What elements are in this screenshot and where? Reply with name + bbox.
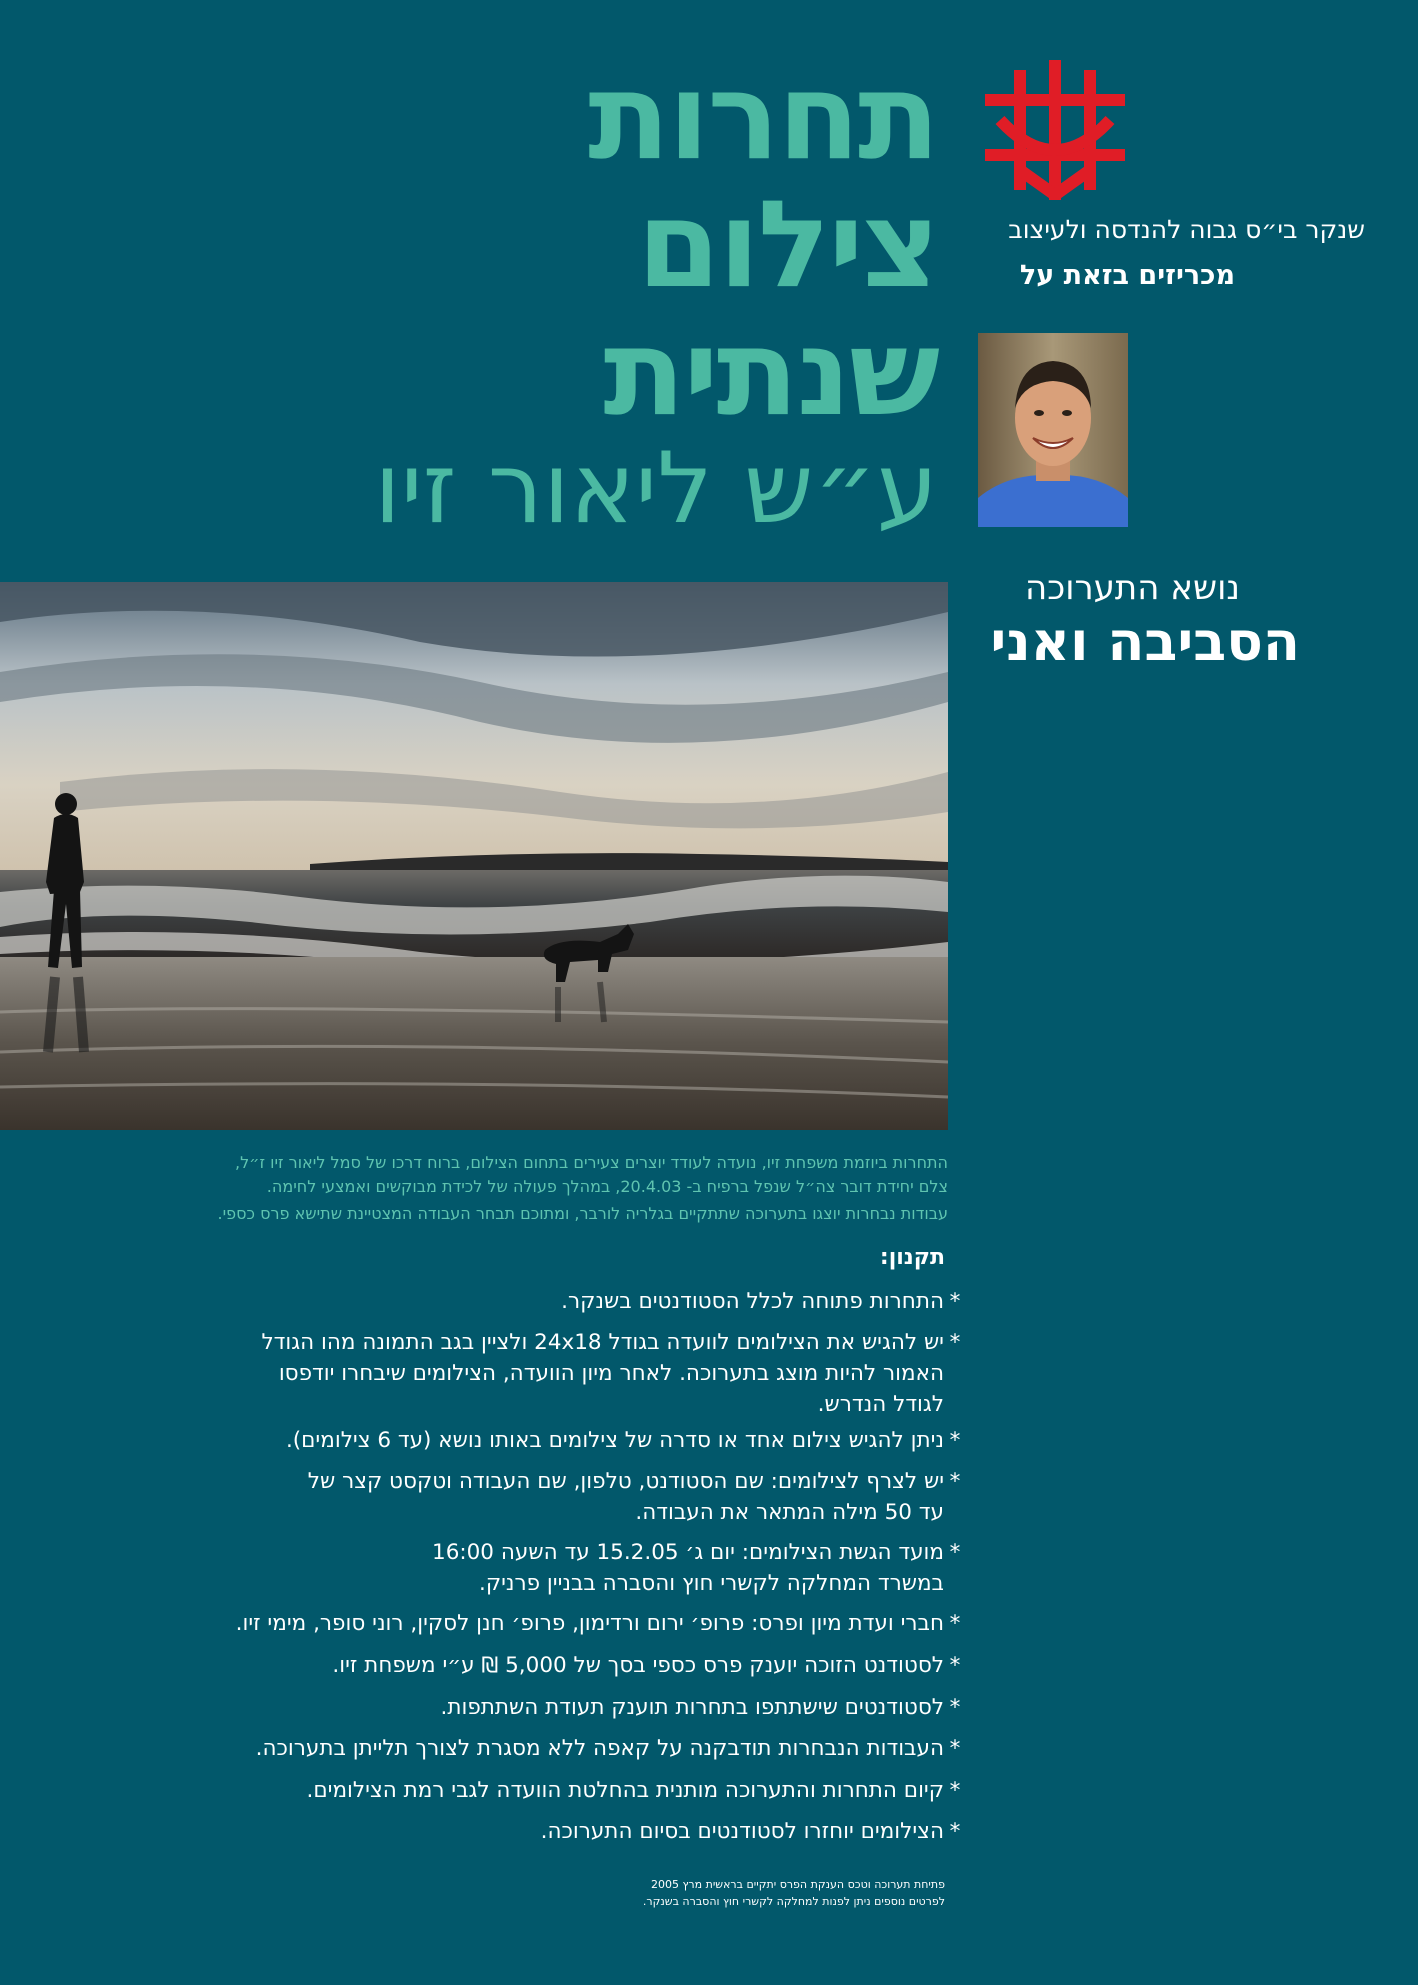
- rule-text: העבודות הנבחרות תודבקנה על קאפה ללא מסגרת לצורך תלייתן בתערוכה.: [255, 1736, 944, 1761]
- rule-item: [106, 1327, 966, 1420]
- rule-text: האמור להיות מוצג בתערוכה. לאחר מיון הוועדה, הצילומים שיבחרו יודפסו: [278, 1361, 944, 1386]
- shenkar-logo: [980, 60, 1130, 200]
- rule-text: מועד הגשת הצילומים: יום ג׳ 15.2.05 עד השעה 16:00: [432, 1540, 944, 1565]
- bullet-star: *: [949, 1819, 961, 1844]
- bullet-star: *: [949, 1289, 961, 1314]
- portrait-photo: [978, 333, 1128, 527]
- rule-text: לסטודנטים שישתתפו בתחרות תוענק תעודת השתתפות.: [440, 1695, 944, 1720]
- rule-text: עד 50 מילה המתאר את העבודה.: [635, 1500, 944, 1525]
- rule-item: [106, 1286, 966, 1317]
- school-name: שנקר בי״ס גבוה להנדסה ולעיצוב: [1008, 215, 1365, 244]
- rule-text: חברי ועדת מיון ופרס: פרופ׳ ירום ורדימון, פרופ׳ חנן לסקין, רוני סופר, מימי זיו.: [235, 1611, 944, 1636]
- title-line-3: שנתית: [603, 304, 938, 443]
- intro-line-1: התחרות ביוזמת משפחת זיו, נועדה לעודד יוצרים צעירים בתחום הצילום, ברוח דרכו של סמל ליאור זיו ז״ל,: [234, 1153, 948, 1172]
- bullet-star: *: [949, 1778, 961, 1803]
- bullet-star: *: [949, 1736, 961, 1761]
- rule-text: התחרות פתוחה לכלל הסטודנטים בשנקר.: [561, 1289, 944, 1314]
- bullet-star: *: [949, 1540, 961, 1565]
- rule-item: [106, 1775, 966, 1806]
- rule-item: [106, 1608, 966, 1639]
- rule-item: [106, 1816, 966, 1847]
- bullet-star: *: [949, 1653, 961, 1678]
- title-line-2: צילום: [636, 176, 938, 315]
- rule-item: [106, 1692, 966, 1723]
- title-line-1: תחרות: [588, 48, 938, 187]
- theme-value: הסביבה ואני: [990, 610, 1300, 673]
- footer-line-1: פתיחת תערוכה וטכס הענקת הפרס יתקיים בראשית מרץ 2005: [650, 1878, 945, 1891]
- intro-line-3: עבודות נבחרות יוצגו בתערוכה שתתקיים בגלריה לורבר, ומתוכם תבחר העבודה המצטיינת שתישא פרס כספי.: [217, 1204, 948, 1223]
- intro-line-2: צלם יחידת דובר צה״ל שנפל ברפיח ב- 20.4.03, במהלך פעולה של לכידת מבוקשים ואמצעי לחימה.: [266, 1177, 948, 1196]
- rule-item: [106, 1537, 966, 1599]
- theme-label: נושא התערוכה: [1025, 568, 1240, 608]
- rule-text: במשרד המחלקה לקשרי חוץ והסברה בבניין פרניק.: [479, 1571, 944, 1596]
- bullet-star: *: [949, 1428, 961, 1453]
- rule-item: [106, 1425, 966, 1456]
- rules-title: תקנון:: [879, 1245, 945, 1270]
- beach-photo: [0, 582, 948, 1130]
- rule-text: יש להגיש את הצילומים לוועדה בגודל 24x18 ולציין בגב התמונה מהו הגודל: [261, 1330, 944, 1355]
- rule-text: קיום התחרות והתערוכה מותנית בהחלטת הוועדה לגבי רמת הצילומים.: [306, 1778, 944, 1803]
- rule-text: הצילומים יוחזרו לסטודנטים בסיום התערוכה.: [540, 1819, 944, 1844]
- bullet-star: *: [949, 1611, 961, 1636]
- bullet-star: *: [949, 1469, 961, 1494]
- bullet-star: *: [949, 1330, 961, 1355]
- title-dedication: ע״ש ליאור זיו: [374, 432, 938, 546]
- footer-line-2: לפרטים נוספים ניתן לפנות למחלקה לקשרי חוץ והסברה בשנקר.: [642, 1895, 945, 1908]
- bullet-star: *: [949, 1695, 961, 1720]
- rule-text: יש לצרף לצילומים: שם הסטודנט, טלפון, שם העבודה וטקסט קצר של: [307, 1469, 944, 1494]
- rule-text: ניתן להגיש צילום אחד או סדרה של צילומים באותו נושא (עד 6 צילומים).: [285, 1428, 944, 1453]
- rule-item: [106, 1466, 966, 1528]
- rule-item: [106, 1733, 966, 1764]
- rule-text: לגודל הנדרש.: [817, 1392, 944, 1417]
- rule-item: [106, 1650, 966, 1681]
- rule-text: לסטודנט הזוכה יוענק פרס כספי בסך של 5,000 ₪ ע״י משפחת זיו.: [332, 1653, 944, 1678]
- announcement: מכריזים בזאת על: [1019, 260, 1235, 291]
